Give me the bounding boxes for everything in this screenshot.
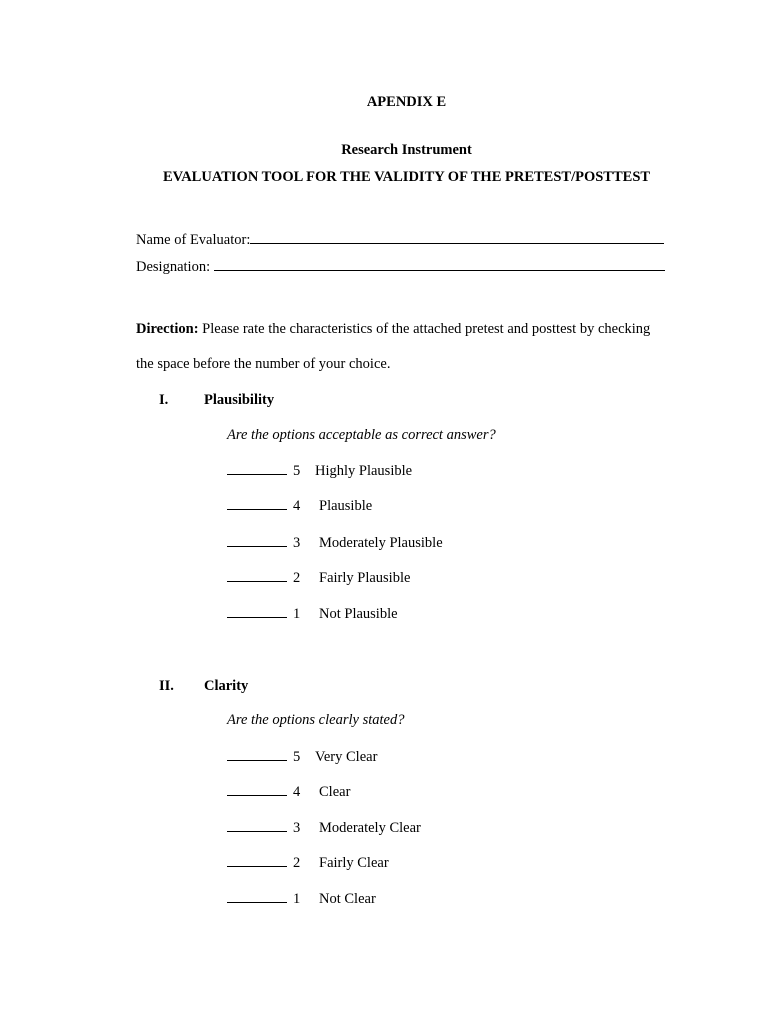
rating-score: 2 [293,855,301,871]
rating-label: Clear [319,784,351,800]
rating-blank[interactable] [227,463,287,475]
rating-blank[interactable] [227,535,287,547]
rating-option [227,855,389,872]
rating-option [227,498,372,515]
direction-label: Direction: [136,321,199,337]
rating-score: 3 [293,535,301,551]
rating-option [227,535,443,552]
rating-blank[interactable] [227,784,287,796]
rating-label: Moderately Clear [319,820,421,836]
section-question: Are the options clearly stated? [227,712,405,728]
rating-score: 3 [293,820,301,836]
direction-line-2: the space before the number of your choice. [136,356,391,372]
rating-score: 4 [293,498,301,514]
designation-field [136,258,665,276]
direction-line-1 [136,321,650,338]
rating-option [227,891,376,908]
direction-text-1: Please rate the characteristics of the attached pretest and posttest by checking [202,321,651,337]
rating-blank[interactable] [227,606,287,618]
evaluator-field [136,231,664,249]
rating-label: Fairly Clear [319,855,389,871]
rating-score: 1 [293,606,301,622]
designation-input-line[interactable] [214,258,665,271]
rating-label: Moderately Plausible [319,535,443,551]
document-subtitle: Research Instrument [341,142,472,158]
rating-option [227,570,410,587]
rating-label: Very Clear [315,749,378,765]
rating-score: 5 [293,749,301,765]
section-title: Plausibility [204,392,275,408]
evaluator-label: Name of Evaluator: [136,232,251,248]
rating-label: Fairly Plausible [319,570,411,586]
section-numeral: I. [159,392,169,408]
rating-label: Plausible [319,498,373,514]
rating-option [227,606,398,623]
rating-label: Not Plausible [319,606,398,622]
rating-score: 1 [293,891,301,907]
rating-blank[interactable] [227,498,287,510]
rating-blank[interactable] [227,855,287,867]
rating-option [227,463,412,480]
rating-blank[interactable] [227,820,287,832]
rating-label: Highly Plausible [315,463,413,479]
appendix-heading: APENDIX E [366,94,447,110]
rating-label: Not Clear [319,891,376,907]
rating-blank[interactable] [227,891,287,903]
section-question: Are the options acceptable as correct answer? [227,427,496,443]
section-numeral: II. [159,678,174,694]
designation-label: Designation: [136,259,211,275]
document-title: EVALUATION TOOL FOR THE VALIDITY OF THE PRETEST/POSTTEST [162,169,651,185]
rating-option [227,820,421,837]
rating-score: 5 [293,463,301,479]
rating-option [227,784,350,801]
section-title: Clarity [204,678,249,694]
rating-blank[interactable] [227,570,287,582]
rating-score: 4 [293,784,301,800]
rating-blank[interactable] [227,749,287,761]
evaluator-input-line[interactable] [250,231,664,244]
rating-score: 2 [293,570,301,586]
rating-option [227,749,377,766]
